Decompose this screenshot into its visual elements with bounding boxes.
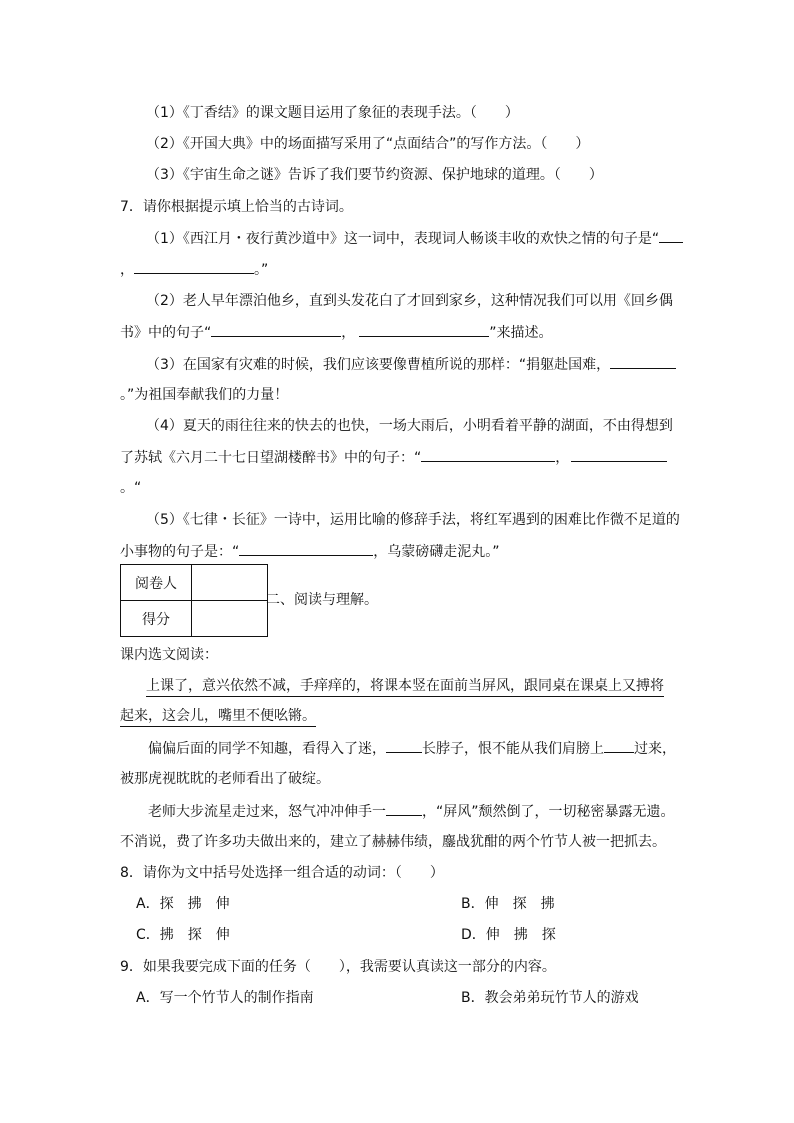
passage-heading: 课内选文阅读： [120,647,218,663]
q9-option-a[interactable]: A．写一个竹节人的制作指南 [136,990,314,1006]
q7-item-1-line1 [146,228,683,249]
answer-blank[interactable] [239,541,373,556]
underlined-text: 起来，这会儿，嘴里不便吆锵。 [120,706,316,727]
answer-blank[interactable] [134,259,254,274]
comma: ， [120,262,134,278]
answer-blank[interactable] [211,322,341,337]
q7-item-5-text: 小事物的句子是：“ [120,544,240,560]
q8-option-d[interactable]: D．伸 拂 探 [461,927,556,943]
q7-item-5-end: ，乌蒙磅礴走泥丸。” [373,544,500,560]
q8-title: 8．请你为文中括号处选择一组合适的动词：（ ） [120,865,444,881]
answer-blank[interactable] [359,322,489,337]
tf-question-1: （1）《丁香结》的课文题目运用了象征的表现手法。（ ） [146,105,519,121]
reviewer-cell[interactable] [192,565,268,601]
q7-item-4-line2 [120,447,667,468]
passage-text: 老师大步流星走过来，怒气冲冲伸手一 [148,804,386,820]
passage-p2-line2: 被那虎视眈眈的老师看出了破绽。 [120,771,330,787]
reviewer-label: 阅卷人 [121,565,192,601]
passage-p3-line2: 不消说，费了许多功夫做出来的，建立了赫赫伟绩，鏖战犹酣的两个竹节人被一把抓去。 [120,834,666,850]
q7-item-2-text: 书》中的句子“ [120,325,212,341]
section-2-heading: 二、阅读与理解。 [266,592,378,608]
passage-text: 长脖子，恨不能从我们肩膀上 [422,741,604,757]
q7-item-5-line2 [120,541,500,562]
q7-title: 7．请你根据提示填上恰当的古诗词。 [120,199,353,215]
q7-item-5-line1: （5）《七律・长征》一诗中，运用比喻的修辞手法，将红军遇到的困难比作微不足道的 [146,512,680,528]
q7-item-4-end: 。“ [120,480,142,496]
passage-p2-line1 [148,738,676,759]
passage-text: ，“屏风”颓然倒了，一切秘密暴露无遗。 [422,804,675,820]
q7-item-3-line2: 。”为祖国奉献我们的力量！ [120,387,289,403]
passage-text: 偏偏后面的同学不知趣，看得入了迷， [148,741,386,757]
underlined-text: 上课了，意兴依然不减，手痒痒的，将课本竖在面前当屏风，跟同桌在课桌上又搏将 [146,676,664,697]
tf-question-3: （3）《宇宙生命之谜》告诉了我们要节约资源、保护地球的道理。（ ） [146,167,603,183]
answer-blank[interactable] [386,738,422,753]
passage-p3-line1 [148,801,675,822]
answer-blank[interactable] [610,354,676,369]
score-label: 得分 [121,601,192,637]
q9-title: 9．如果我要完成下面的任务（ ），我需要认真读这一部分的内容。 [120,959,556,975]
comma: ， [555,450,570,466]
answer-blank[interactable] [421,447,555,462]
tf-question-2: （2）《开国大典》中的场面描写采用了“点面结合”的写作方法。（ ） [146,136,590,152]
q7-item-3-text: （3）在国家有灾难的时候，我们应该要像曹植所说的那样：“捐躯赴国难， [146,357,611,373]
q8-option-a[interactable]: A．探 拂 伸 [136,896,230,912]
q7-item-2-line2 [120,322,553,343]
answer-blank[interactable] [386,801,422,816]
q7-item-2-line1: （2）老人早年漂泊他乡，直到头发花白了才回到家乡，这种情况我们可以用《回乡偶 [146,293,673,309]
passage-p1-line2 [120,706,316,727]
answer-blank[interactable] [604,738,634,753]
answer-blank[interactable] [659,228,683,243]
q8-option-c[interactable]: C．拂 探 伸 [136,927,230,943]
q7-item-4-line1: （4）夏天的雨往往来的快去的也快，一场大雨后，小明看着平静的湖面，不由得想到 [146,418,673,434]
passage-p1-line1 [146,676,664,697]
q7-item-4-text: 了苏轼《六月二十七日望湖楼醉书》中的句子：“ [120,450,422,466]
q7-item-1-end: 。” [254,262,269,278]
q7-item-2-end: ”来描述。 [489,325,553,341]
q7-item-1-line2 [120,259,268,280]
score-cell[interactable] [192,601,268,637]
passage-text: 过来， [634,741,676,757]
answer-blank[interactable] [571,447,667,462]
q7-item-1-text: （1）《西江月・夜行黄沙道中》这一词中，表现词人畅谈丰收的欢快之情的句子是“ [146,231,660,247]
q8-option-b[interactable]: B．伸 探 拂 [461,896,555,912]
q9-option-b[interactable]: B．教会弟弟玩竹节人的游戏 [461,990,639,1006]
q7-item-3-line1 [146,354,676,375]
comma: ， [341,325,356,341]
score-table [120,564,268,637]
